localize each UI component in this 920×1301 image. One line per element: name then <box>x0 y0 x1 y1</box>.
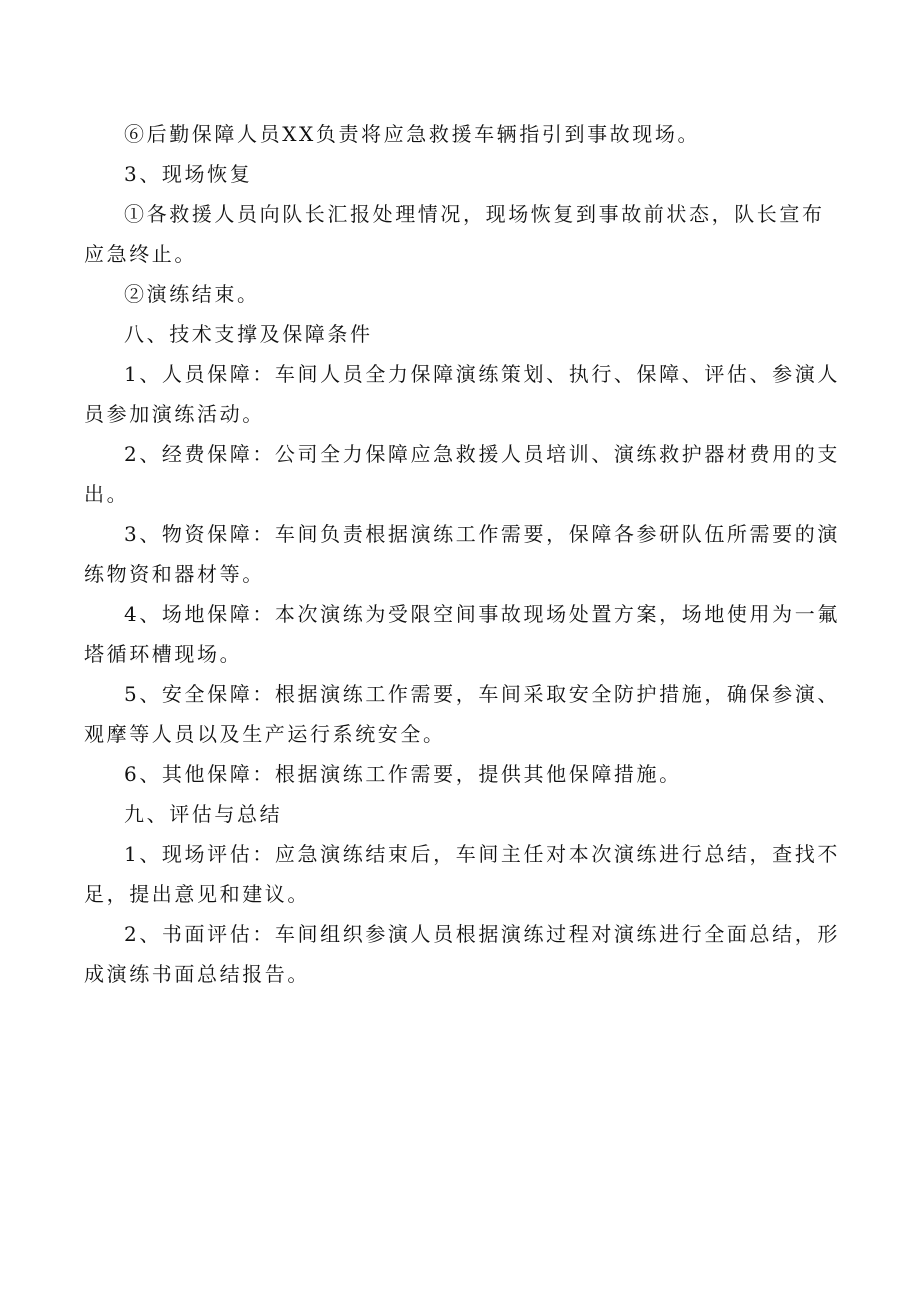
paragraph-personnel: 1、人员保障：车间人员全力保障演练策划、执行、保障、评估、参演人员参加演练活动。 <box>84 362 840 426</box>
paragraph-venue: 4、场地保障：本次演练为受限空间事故现场处置方案，场地使用为一氟塔循环槽现场。 <box>84 602 840 666</box>
paragraph-written-evaluation: 2、书面评估：车间组织参演人员根据演练过程对演练进行全面总结，形成演练书面总结报告。 <box>84 922 840 986</box>
document-body <box>84 114 844 994</box>
paragraph-safety: 5、安全保障：根据演练工作需要，车间采取安全防护措施，确保参演、观摩等人员以及生产运行系统安全。 <box>84 682 840 746</box>
heading-site-recovery: 3、现场恢复 <box>124 162 253 186</box>
paragraph-drill-end: ②演练结束。 <box>124 282 260 306</box>
section-heading-evaluation: 九、评估与总结 <box>124 802 283 826</box>
paragraph-logistics-guide: ⑥后勤保障人员XX负责将应急救援车辆指引到事故现场。 <box>124 122 701 146</box>
paragraph-site-evaluation: 1、现场评估：应急演练结束后，车间主任对本次演练进行总结，查找不足，提出意见和建议。 <box>84 842 840 906</box>
paragraph-other: 6、其他保障：根据演练工作需要，提供其他保障措施。 <box>124 762 682 786</box>
paragraph-report-and-end: ①各救援人员向队长汇报处理情况，现场恢复到事故前状态，队长宣布应急终止。 <box>84 202 825 266</box>
paragraph-funding: 2、经费保障：公司全力保障应急救援人员培训、演练救护器材费用的支出。 <box>84 442 840 506</box>
paragraph-materials: 3、物资保障：车间负责根据演练工作需要，保障各参研队伍所需要的演练物资和器材等。 <box>84 522 840 586</box>
section-heading-support: 八、技术支撑及保障条件 <box>124 322 373 346</box>
